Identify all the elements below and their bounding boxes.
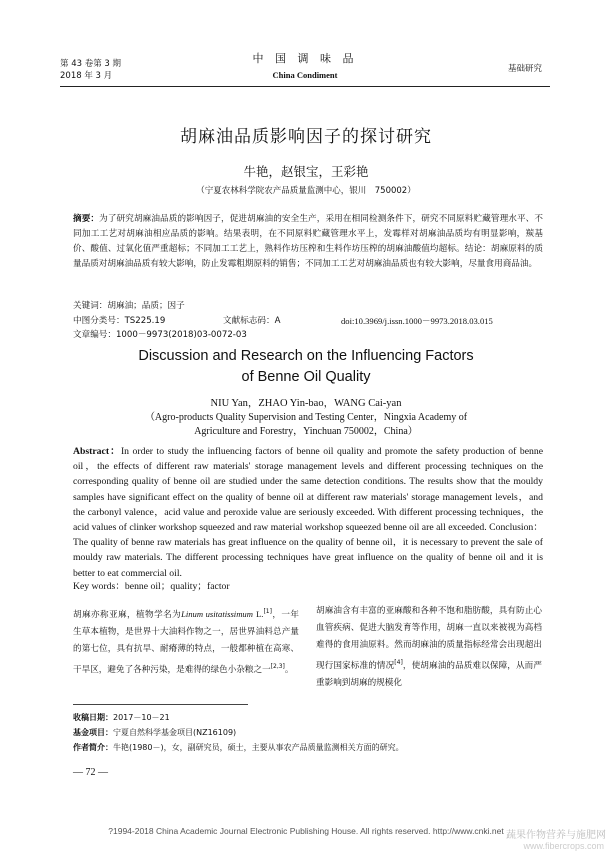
article-number: 文章编号：1000－9973(2018)03-0072-03: [73, 330, 247, 340]
citation: [1]: [263, 608, 272, 615]
abstract-en: [73, 444, 543, 581]
journal-name-en: China Condiment: [272, 70, 338, 80]
title-en-line2: of Benne Oil Quality: [241, 369, 371, 385]
page-number: — 72 —: [73, 767, 108, 778]
keywords-en: Key words：benne oil；quality；factor: [73, 581, 230, 592]
footnotes: [73, 710, 404, 755]
authors-cn: 牛艳，赵银宝，王彩艳: [243, 164, 369, 179]
title-en-line1: Discussion and Research on the Influencing Factors: [138, 348, 474, 364]
citation: [2,3]: [270, 662, 285, 670]
volume-issue: 第 43 卷第 3 期: [60, 59, 122, 69]
paper-title-en: [0, 346, 612, 388]
latin-name: Linum usitatissimum: [181, 608, 253, 619]
received-value: 2017－10－21: [113, 713, 170, 722]
affiliation-en-line1: （Agro-products Quality Supervision and Testing Center，Ningxia Academy of: [144, 412, 468, 423]
document-code: 文献标志码：A: [223, 316, 281, 326]
doi: doi:10.3969/j.issn.1000－9973.2018.03.015: [341, 316, 493, 326]
author-bio: [73, 740, 404, 755]
affiliation-cn: （宁夏农林科学院农产品质量监测中心，银川 750002）: [196, 186, 416, 196]
keywords-cn: 关键词：胡麻油；品质；因子: [73, 301, 185, 311]
journal-name-cn: 中 国 调 味 品: [252, 52, 358, 65]
body-text: ，使胡麻油的品质难以保障，从而严重影响到胡麻的规模化: [316, 660, 542, 688]
classification-number: 中图分类号：TS225.19: [73, 316, 166, 326]
watermark-url: www.fibercrops.com: [523, 841, 604, 851]
fund-label: 基金项目：: [73, 728, 113, 737]
received-date: [73, 710, 404, 725]
body-text: 胡麻油含有丰富的亚麻酸和各种不饱和脂肪酸，具有防止心血管疾病、促进大脑发育等作用，胡麻一直以来被视为高档难得的食用油原料。然而胡麻油的质量指标经常会出现超出现行国家标准的情况: [316, 606, 542, 671]
journal-issue-info: [60, 58, 121, 82]
citation: [4]: [394, 659, 403, 666]
authors-en: NIU Yan，ZHAO Yin-bao，WANG Cai-yan: [210, 398, 402, 409]
header-divider: [60, 86, 550, 87]
journal-name: [230, 50, 380, 80]
body-text: L.: [256, 608, 264, 619]
issue-date: 2018 年 3 月: [60, 71, 113, 81]
section-label: 基础研究: [507, 64, 542, 74]
body-column-left: [73, 603, 299, 679]
author-bio-label: 作者简介：: [73, 743, 113, 752]
watermark: 蔬果作物营养与施肥网: [506, 830, 606, 841]
received-label: 收稿日期：: [73, 713, 113, 722]
abstract-cn-label: 摘要：: [73, 214, 100, 224]
article-metadata: [73, 314, 543, 342]
abstract-cn: [73, 212, 543, 272]
fund-value: 宁夏自然科学基金项目(NZ16109): [113, 728, 237, 737]
abstract-cn-text: 为了研究胡麻油品质的影响因子，促进胡麻油的安全生产，采用在相同检测条件下，研究不同原料贮藏管理水平、不同加工工艺对胡麻油相应品质的影响。结果表明，在不同原料贮藏管理水平上，发霉样对胡麻油品质均有明显影响，羰基价、酸值、过氧化值严重超标；不同加工工艺上，熟料作坊压榨和生料作坊压榨的胡麻油酸值均超标。结论：胡麻原料的质量品质对胡麻油品质有较大影响，防止发霉粗期原料的销售；不同加工工艺对胡麻油品质也有较大影响，尽量食用商品油。: [73, 214, 543, 269]
body-text: 。: [284, 664, 294, 675]
fund-info: [73, 725, 404, 740]
body-column-right: [316, 603, 542, 692]
body-text: ，一年生草本植物，是世界十大油料作物之一，居世界油料总产量的第七位，具有抗旱、耐瘠薄的特点，一般都种植在高寒、干旱区，避免了各种污染，是难得的绿色小杂粮之一: [73, 609, 299, 675]
footnote-divider: [73, 704, 248, 705]
affiliation-en: [0, 411, 612, 439]
copyright-footer: ?1994-2018 China Academic Journal Electronic Publishing House. All rights reserved. http://www.cnki.net: [108, 826, 504, 836]
body-text: 胡麻亦称亚麻，植物学名为: [73, 609, 182, 620]
paper-title-cn: 胡麻油品质影响因子的探讨研究: [180, 127, 432, 147]
affiliation-en-line2: Agriculture and Forestry，Yinchuan 750002，China）: [194, 426, 418, 437]
abstract-en-text: In order to study the influencing factors of benne oil quality and promote the safety production of benne oil，the effects of different raw materials' storage management levels and different processing techniques on the corresponding quality of benne oil are studied under the same detection conditions. The results show that the mouldy samples have significant effect on the quality of benne oil at different raw materials' storage management levels，and the carbonyl valence，acid value and peroxide value are seriously exceeded. With different processing techniques，the acid values of clinker workshop squeezed and raw material workshop squeezed benne oil are all exceeded. Conclusion：The quality of benne raw materials has great influence on the quality of benne oil，it is necessary to prevent the sale of mouldy raw materials. The different processing techniques have great influence on the quality of benne oil and it is better to eat commercial oil.: [73, 446, 543, 579]
author-bio-value: 牛艳(1980－)，女，副研究员，硕士，主要从事农产品质量监测相关方面的研究。: [113, 743, 404, 752]
abstract-en-label: Abstract：: [73, 446, 121, 457]
